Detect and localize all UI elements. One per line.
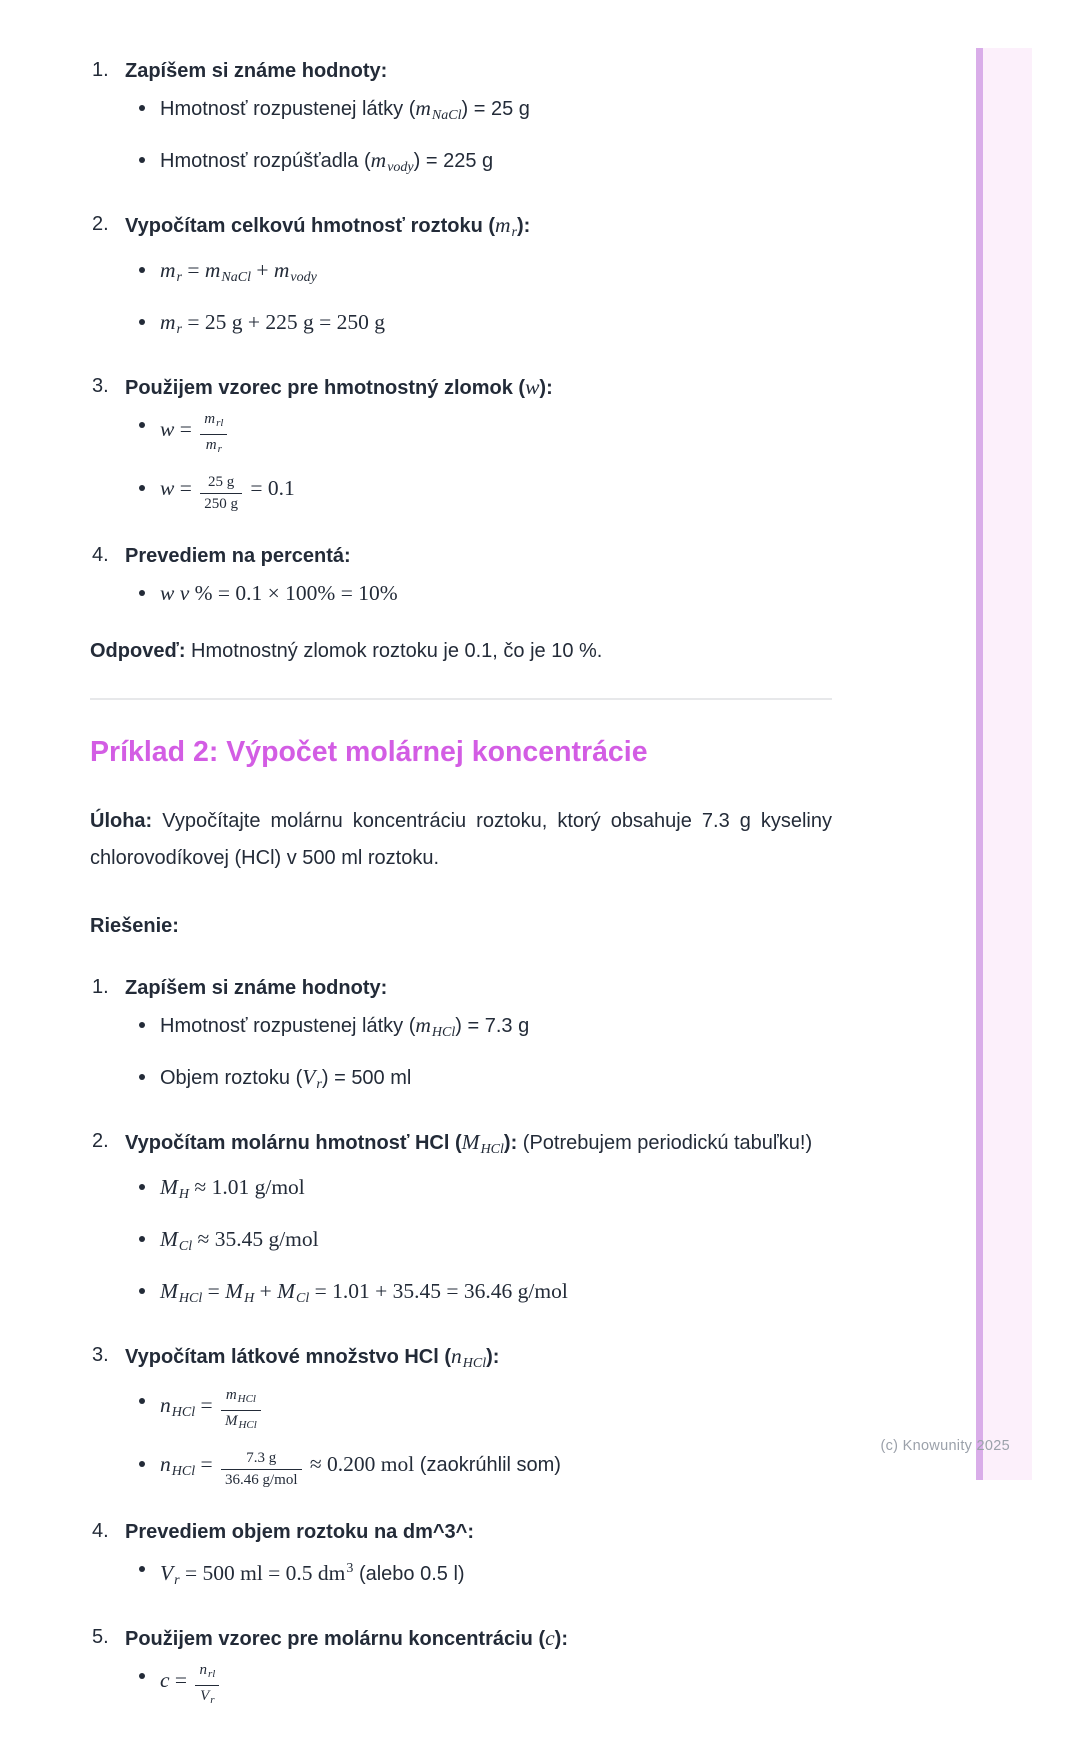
text: Vypočítajte molárnu koncentráciu roztoku, ktorý obsahuje 7.3 g kyseliny chlorovodíkovej (HCl) v 500 ml roztoku. [90, 810, 832, 869]
math-token: 25 g [207, 474, 235, 490]
bold-text: ): [516, 215, 531, 237]
bullet-content [160, 1225, 832, 1261]
math-expression [160, 1175, 305, 1202]
answer-paragraph [90, 636, 832, 666]
fraction [200, 411, 227, 458]
math-token: HCl [238, 1419, 257, 1431]
math-token: = [195, 1452, 218, 1476]
list-item-body [125, 56, 832, 198]
math-token: M [461, 1130, 480, 1154]
bullet-item [125, 1173, 832, 1209]
list-item-body [125, 1341, 832, 1505]
bullet-content [160, 94, 832, 130]
math-token: vody [290, 270, 317, 285]
bold-text: Prevediem na percentá: [125, 545, 351, 567]
bullet-marker [139, 157, 145, 163]
fraction-numerator [221, 1450, 302, 1469]
bold-text: Vypočítam látkové množstvo HCl ( [125, 1346, 451, 1368]
math-token: V [160, 1561, 174, 1585]
text: Hmotnosť rozpustenej látky ( [160, 1015, 416, 1037]
math-token: r [174, 1573, 180, 1588]
math-token: NaCl [221, 270, 251, 285]
math-token: 36.46 g/mol [224, 1472, 298, 1488]
math-token: HCl [237, 1393, 256, 1405]
bullet-item [125, 579, 832, 608]
list-item-number: 1. [92, 976, 109, 998]
list-item-heading [125, 210, 832, 248]
math-token: c [545, 1626, 555, 1650]
math-token: M [277, 1279, 296, 1303]
fraction [221, 1450, 302, 1489]
bold-text: Riešenie: [90, 915, 179, 937]
bold-text: Použijem vzorec pre molárnu koncentráciu ( [125, 1628, 546, 1650]
math-token: m [204, 258, 221, 282]
text: ) = 225 g [413, 150, 494, 172]
math-token: n [199, 1662, 207, 1678]
math-token: HCl [480, 1142, 504, 1157]
list-item-number: 3. [92, 1344, 109, 1366]
text: Hmotnosť rozpustenej látky ( [160, 98, 416, 120]
bullet-marker [139, 1074, 145, 1080]
math-token: r [176, 270, 182, 285]
math-token: m [204, 411, 216, 427]
bold-text: ): [503, 1132, 518, 1154]
math-token: HCl [431, 1025, 456, 1040]
math-token: HCl [171, 1464, 196, 1479]
watermark: (c) Knowunity 2025 [880, 1438, 1010, 1454]
math-token: r [316, 1077, 322, 1092]
math-expression [160, 1450, 415, 1488]
math-token: m [370, 148, 387, 172]
text: Objem roztoku ( [160, 1067, 303, 1089]
fraction-numerator [221, 1387, 261, 1410]
bullet-list [125, 94, 832, 182]
math-token: ≈ 1.01 g/mol [189, 1175, 305, 1199]
bullet-item [125, 256, 832, 292]
list-item-heading [125, 1623, 832, 1654]
bullet-list [125, 1173, 832, 1313]
list-item [90, 1517, 832, 1611]
accent-bar [976, 48, 1032, 1480]
list-item [90, 1623, 832, 1725]
math-token: n [160, 1393, 171, 1417]
bullet-content [160, 256, 832, 292]
bullet-item [125, 1387, 832, 1434]
bold-text: Úloha: [90, 810, 153, 832]
solution-label [90, 911, 832, 941]
bullet-content [160, 146, 832, 182]
math-token: M [224, 1413, 238, 1429]
list-item-body [125, 1517, 832, 1611]
bold-text: ): [539, 377, 553, 399]
math-token: m [225, 1387, 237, 1403]
list-item-body [125, 210, 832, 360]
math-token: HCl [178, 1291, 203, 1306]
bullet-item [125, 411, 832, 458]
math-token: ≈ 35.45 g/mol [192, 1227, 319, 1251]
math-token: = 0.1 [244, 476, 295, 500]
bullet-content [160, 308, 832, 344]
list-item-body [125, 372, 832, 529]
text: ) = 25 g [461, 98, 530, 120]
list-item-heading [125, 541, 832, 571]
math-token: n [160, 1452, 171, 1476]
list-item-heading [125, 372, 832, 403]
bullet-list [125, 1011, 832, 1099]
math-token: m [273, 258, 290, 282]
fraction-denominator [195, 1685, 219, 1709]
list-item-number: 2. [92, 213, 109, 235]
math-expression [461, 1130, 504, 1157]
bold-text: ): [554, 1628, 568, 1650]
math-expression [370, 148, 414, 175]
list-item [90, 210, 832, 360]
fraction [195, 1662, 219, 1709]
bullet-list [125, 1555, 832, 1595]
text: (Potrebujem periodickú tabuľku!) [517, 1132, 813, 1154]
math-token: w [160, 581, 175, 605]
list-item-number: 4. [92, 1520, 109, 1542]
bullet-marker [139, 1184, 145, 1190]
math-expression [160, 474, 295, 512]
bullet-content [160, 579, 832, 608]
math-token: M [160, 1227, 178, 1251]
bullet-item [125, 1662, 832, 1709]
list-item-number: 2. [92, 1130, 109, 1152]
bullet-item [125, 308, 832, 344]
math-token: r [176, 322, 182, 337]
list-item [90, 1341, 832, 1505]
math-token: M [160, 1279, 178, 1303]
math-token: w [160, 476, 175, 500]
math-expression [160, 1279, 568, 1306]
math-token: m [205, 437, 217, 453]
fraction [200, 474, 242, 513]
bullet-list [125, 1662, 832, 1709]
list-item-heading [125, 1517, 832, 1547]
math-token: m [415, 96, 431, 120]
math-token: H [244, 1291, 255, 1306]
math-expression [160, 1227, 319, 1254]
list-item-body [125, 973, 832, 1115]
list-item-number: 3. [92, 375, 109, 397]
task-paragraph [90, 803, 832, 877]
math-token: r [217, 443, 222, 455]
math-token: = 1.01 + 35.45 = 36.46 g/mol [309, 1279, 568, 1303]
fraction-numerator [195, 1662, 219, 1685]
text: ) = 7.3 g [455, 1015, 530, 1037]
section-heading: Príklad 2: Výpočet molárnej koncentrácie [90, 736, 648, 768]
bullet-marker [139, 1236, 145, 1242]
fraction-numerator [200, 474, 242, 493]
math-expression [160, 1561, 354, 1588]
math-expression [451, 1344, 487, 1371]
math-token: = [202, 1279, 226, 1303]
math-token: 7.3 g [246, 1450, 277, 1466]
bullet-content [160, 411, 832, 458]
bullet-content [160, 1011, 832, 1047]
math-expression [415, 1013, 456, 1040]
list-item-heading [125, 1127, 832, 1165]
bullet-item [125, 146, 832, 182]
bullet-marker [139, 1398, 145, 1404]
bullet-marker [139, 1288, 145, 1294]
math-token: rl [207, 1668, 216, 1680]
math-token: H [178, 1187, 190, 1202]
list-item-number: 5. [92, 1626, 109, 1648]
list-item-heading [125, 56, 832, 86]
fraction [221, 1387, 261, 1434]
bullet-content [160, 1450, 832, 1489]
math-token: r [210, 1694, 215, 1706]
text: Hmotnosť rozpúšťadla ( [160, 150, 371, 172]
math-token: = [195, 1393, 218, 1417]
list-item [90, 1127, 832, 1329]
bullet-content [160, 1555, 832, 1595]
bullet-content [160, 474, 832, 513]
bullet-content [160, 1662, 832, 1709]
bold-text: Použijem vzorec pre hmotnostný zlomok ( [125, 377, 526, 399]
text: Hmotnostný zlomok roztoku je 0.1, čo je 10 %. [185, 640, 603, 662]
math-token: = [174, 476, 198, 500]
math-expression [545, 1626, 555, 1650]
fraction-denominator [221, 1410, 261, 1434]
math-token: 3 [346, 1561, 354, 1576]
bullet-item [125, 94, 832, 130]
math-token: NaCl [431, 108, 462, 123]
bullet-content [160, 1387, 832, 1434]
list-item-body [125, 1623, 832, 1725]
list-item [90, 541, 832, 624]
list-item-body [125, 1127, 832, 1329]
document-content [90, 56, 832, 1737]
fraction-denominator [200, 434, 227, 458]
math-token: v [179, 581, 190, 605]
text: (zaokrúhlil som) [414, 1454, 561, 1476]
bullet-list [125, 1387, 832, 1489]
bullet-marker [139, 105, 145, 111]
math-token: = [181, 258, 205, 282]
bullet-item [125, 474, 832, 513]
bold-text: ): [486, 1346, 500, 1368]
list-item-heading [125, 1341, 832, 1379]
section-divider [90, 698, 832, 700]
bold-text: Vypočítam celkovú hmotnosť roztoku ( [125, 215, 495, 237]
bullet-marker [139, 1022, 145, 1028]
math-token: m [415, 1013, 431, 1037]
math-token: + [254, 1279, 278, 1303]
math-token: % = 0.1 × 100% = 10% [189, 581, 398, 605]
fraction-numerator [200, 411, 227, 434]
bullet-content [160, 1277, 832, 1313]
bullet-content [160, 1063, 832, 1099]
list-item [90, 973, 832, 1115]
math-token: m [160, 310, 176, 334]
list-item-heading [125, 973, 832, 1003]
math-expression [302, 1065, 322, 1092]
math-token: c [160, 1668, 170, 1692]
math-token: + [250, 258, 274, 282]
math-expression [160, 258, 317, 285]
math-token: = 500 ml = 0.5 dm [179, 1561, 346, 1585]
bullet-marker [139, 1673, 145, 1679]
fraction-denominator [221, 1469, 302, 1489]
bullet-marker [139, 422, 145, 428]
math-expression [160, 1662, 222, 1706]
bullet-marker [139, 485, 145, 491]
bullet-item [125, 1011, 832, 1047]
math-expression [160, 581, 398, 605]
math-expression [495, 213, 517, 240]
math-token: M [225, 1279, 244, 1303]
math-token: m [495, 213, 511, 237]
math-token: Cl [178, 1239, 193, 1254]
bullet-list [125, 411, 832, 513]
list-item [90, 56, 832, 198]
bullet-item [125, 1063, 832, 1099]
math-expression [415, 96, 462, 123]
math-expression [160, 1387, 264, 1431]
bullet-item [125, 1555, 832, 1595]
math-token: = [169, 1668, 193, 1692]
math-token: vody [387, 160, 414, 175]
math-token: w [160, 417, 175, 441]
math-token: n [451, 1344, 462, 1368]
list-item-body [125, 541, 832, 624]
list-item-number: 1. [92, 59, 109, 81]
list-item [90, 372, 832, 529]
bullet-marker [139, 1566, 145, 1572]
bullet-content [160, 1173, 832, 1209]
bold-text: Odpoveď: [90, 640, 186, 662]
text: ) = 500 ml [321, 1067, 412, 1089]
math-token: V [200, 1688, 210, 1704]
list-item-number: 4. [92, 544, 109, 566]
bullet-marker [139, 267, 145, 273]
text: (alebo 0.5 l) [353, 1563, 465, 1585]
bullet-item [125, 1277, 832, 1313]
math-token: ≈ 0.200 mol [304, 1452, 415, 1476]
bullet-item [125, 1450, 832, 1489]
math-token: w [525, 375, 540, 399]
math-expression [160, 310, 385, 337]
math-token: r [511, 225, 517, 240]
bold-text: Prevediem objem roztoku na dm^3^: [125, 1521, 474, 1543]
bold-text: Zapíšem si známe hodnoty: [125, 977, 388, 999]
bold-text: Zapíšem si známe hodnoty: [125, 60, 388, 82]
bullet-marker [139, 590, 145, 596]
bullet-list [125, 256, 832, 344]
math-token: HCl [462, 1356, 487, 1371]
bullet-marker [139, 1461, 145, 1467]
bold-text: Vypočítam molárnu hmotnosť HCl ( [125, 1132, 462, 1154]
math-token: Cl [296, 1291, 310, 1306]
math-token: 250 g [204, 496, 238, 512]
math-expression [160, 411, 230, 455]
bullet-list [125, 579, 832, 608]
math-token: HCl [171, 1405, 196, 1420]
math-expression [525, 375, 539, 399]
math-token: V [302, 1065, 316, 1089]
math-token: = [174, 417, 198, 441]
bullet-item [125, 1225, 832, 1261]
math-token: m [160, 258, 176, 282]
fraction-denominator [200, 493, 242, 513]
bullet-marker [139, 319, 145, 325]
math-token: M [160, 1175, 178, 1199]
math-token: = 25 g + 225 g = 250 g [181, 310, 385, 334]
math-token: rl [216, 417, 224, 429]
